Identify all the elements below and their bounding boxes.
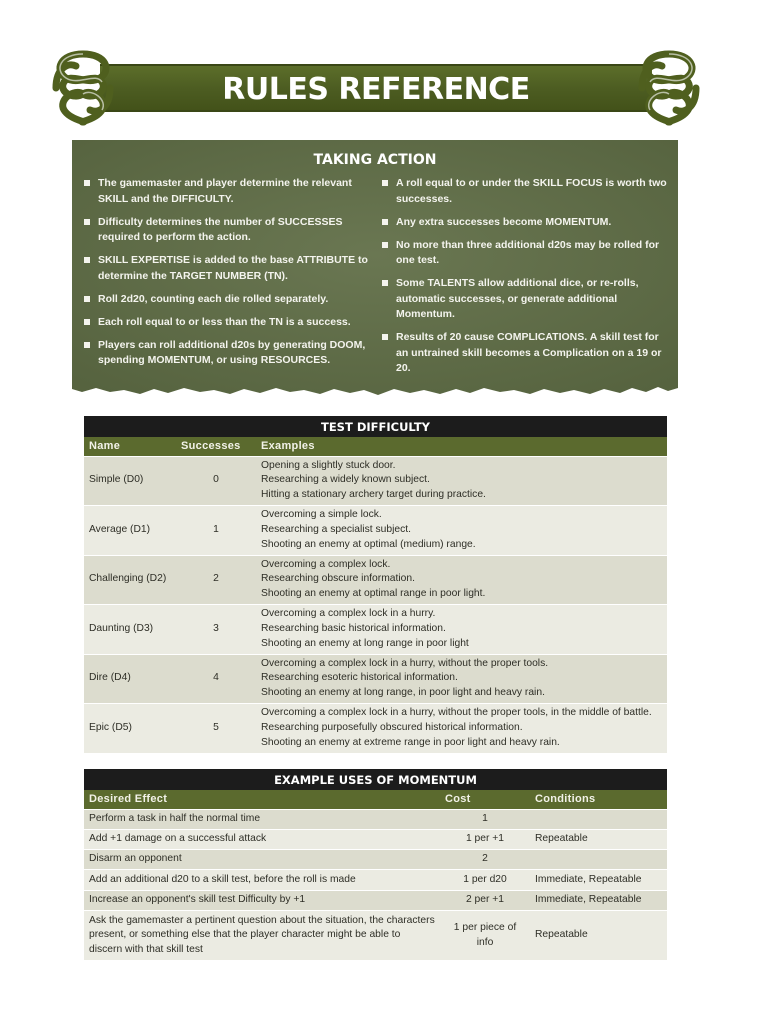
bullet-item: Each roll equal to or less than the TN is a success. [84,315,370,331]
difficulty-examples [256,654,667,704]
momentum-effect: Add an additional d20 to a skill test, before the roll is made [84,870,440,890]
example-line: Shooting an enemy at extreme range in poor light and heavy rain. [261,736,560,748]
celtic-knot-right-icon [634,48,704,128]
example-line: Shooting an enemy at optimal range in poor light. [261,588,486,600]
bullet-item: The gamemaster and player determine the relevant SKILL and the DIFFICULTY. [84,176,370,207]
table-row [84,910,667,960]
momentum-table [84,769,667,960]
difficulty-name: Challenging (D2) [84,555,176,605]
momentum-cost: 1 per d20 [440,870,530,890]
difficulty-name: Dire (D4) [84,654,176,704]
momentum-conditions [530,809,667,829]
momentum-cost: 1 per piece of info [440,910,530,960]
table-row [84,829,667,849]
column-header-name: Name [84,437,176,456]
celtic-knot-left-icon [48,48,118,128]
bullet-item: Results of 20 cause COMPLICATIONS. A skill test for an untrained skill becomes a Complication on a 19 or 20. [382,330,668,377]
difficulty-name: Simple (D0) [84,456,176,506]
panel-title: TAKING ACTION [313,152,437,168]
example-line: Overcoming a complex lock in a hurry. [261,608,436,620]
column-header-conditions: Conditions [530,790,667,809]
title-banner [48,48,704,128]
momentum-cost: 1 per +1 [440,829,530,849]
difficulty-examples [256,704,667,754]
banner-bar [100,64,652,112]
example-line: Shooting an enemy at optimal (medium) range. [261,538,476,550]
table-title: TEST DIFFICULTY [84,416,667,437]
momentum-cost: 2 per +1 [440,890,530,910]
table-row [84,456,667,506]
example-line: Researching a specialist subject. [261,523,411,535]
table-row [84,555,667,605]
momentum-effect: Disarm an opponent [84,850,440,870]
difficulty-successes: 1 [176,506,256,556]
momentum-cost: 2 [440,850,530,870]
difficulty-examples [256,506,667,556]
table-row [84,506,667,556]
column-header-cost: Cost [440,790,530,809]
bullet-item: No more than three additional d20s may be rolled for one test. [382,238,668,269]
bullet-item: Roll 2d20, counting each die rolled separately. [84,292,370,308]
momentum-conditions: Immediate, Repeatable [530,870,667,890]
table-row [84,654,667,704]
difficulty-successes: 0 [176,456,256,506]
example-line: Overcoming a complex lock. [261,558,391,570]
table-row [84,890,667,910]
momentum-conditions: Immediate, Repeatable [530,890,667,910]
page-title: RULES REFERENCE [222,72,530,107]
example-line: Researching obscure information. [261,573,415,585]
example-line: Researching esoteric historical information. [261,672,458,684]
momentum-effect: Increase an opponent's skill test Difficulty by +1 [84,890,440,910]
left-bullet-list [84,176,370,376]
difficulty-successes: 5 [176,704,256,754]
example-line: Researching basic historical information. [261,622,446,634]
example-line: Hitting a stationary archery target during practice. [261,489,486,501]
bullet-item: SKILL EXPERTISE is added to the base ATTRIBUTE to determine the TARGET NUMBER (TN). [84,253,370,284]
example-line: Overcoming a simple lock. [261,509,382,521]
taking-action-panel [72,140,678,402]
difficulty-successes: 3 [176,605,256,655]
difficulty-name: Average (D1) [84,506,176,556]
table-row [84,870,667,890]
difficulty-examples [256,456,667,506]
example-line: Opening a slightly stuck door. [261,459,396,471]
example-line: Shooting an enemy at long range in poor light [261,637,469,649]
example-line: Researching a widely known subject. [261,474,430,486]
difficulty-successes: 2 [176,555,256,605]
momentum-conditions: Repeatable [530,910,667,960]
bullet-item: Difficulty determines the number of SUCCESSES required to perform the action. [84,215,370,246]
difficulty-examples [256,605,667,655]
bullet-item: Any extra successes become MOMENTUM. [382,215,668,231]
difficulty-successes: 4 [176,654,256,704]
test-difficulty-table [84,416,667,753]
column-header-examples: Examples [256,437,667,456]
right-bullet-list [382,176,668,384]
table-row [84,605,667,655]
momentum-conditions: Repeatable [530,829,667,849]
table-row [84,809,667,829]
example-line: Researching purposefully obscured historical information. [261,722,523,734]
bullet-item: Some TALENTS allow additional dice, or re-rolls, automatic successes, or generate additional Momentum. [382,276,668,323]
bullet-item: A roll equal to or under the SKILL FOCUS is worth two successes. [382,176,668,207]
column-header-successes: Successes [176,437,256,456]
column-header-effect: Desired Effect [84,790,440,809]
difficulty-name: Daunting (D3) [84,605,176,655]
momentum-effect: Ask the gamemaster a pertinent question about the situation, the characters present, or something else that the player character might be able to discern with that skill test [84,910,440,960]
example-line: Shooting an enemy at long range, in poor light and heavy rain. [261,687,545,699]
difficulty-examples [256,555,667,605]
example-line: Overcoming a complex lock in a hurry, without the proper tools. [261,657,549,669]
momentum-effect: Perform a task in half the normal time [84,809,440,829]
difficulty-name: Epic (D5) [84,704,176,754]
momentum-cost: 1 [440,809,530,829]
table-row [84,704,667,754]
table-row [84,850,667,870]
momentum-effect: Add +1 damage on a successful attack [84,829,440,849]
momentum-conditions [530,850,667,870]
example-line: Overcoming a complex lock in a hurry, without the proper tools, in the middle of battle. [261,707,652,719]
table-title: EXAMPLE USES OF MOMENTUM [84,769,667,790]
bullet-item: Players can roll additional d20s by generating DOOM, spending MOMENTUM, or using RESOURCES. [84,338,370,369]
